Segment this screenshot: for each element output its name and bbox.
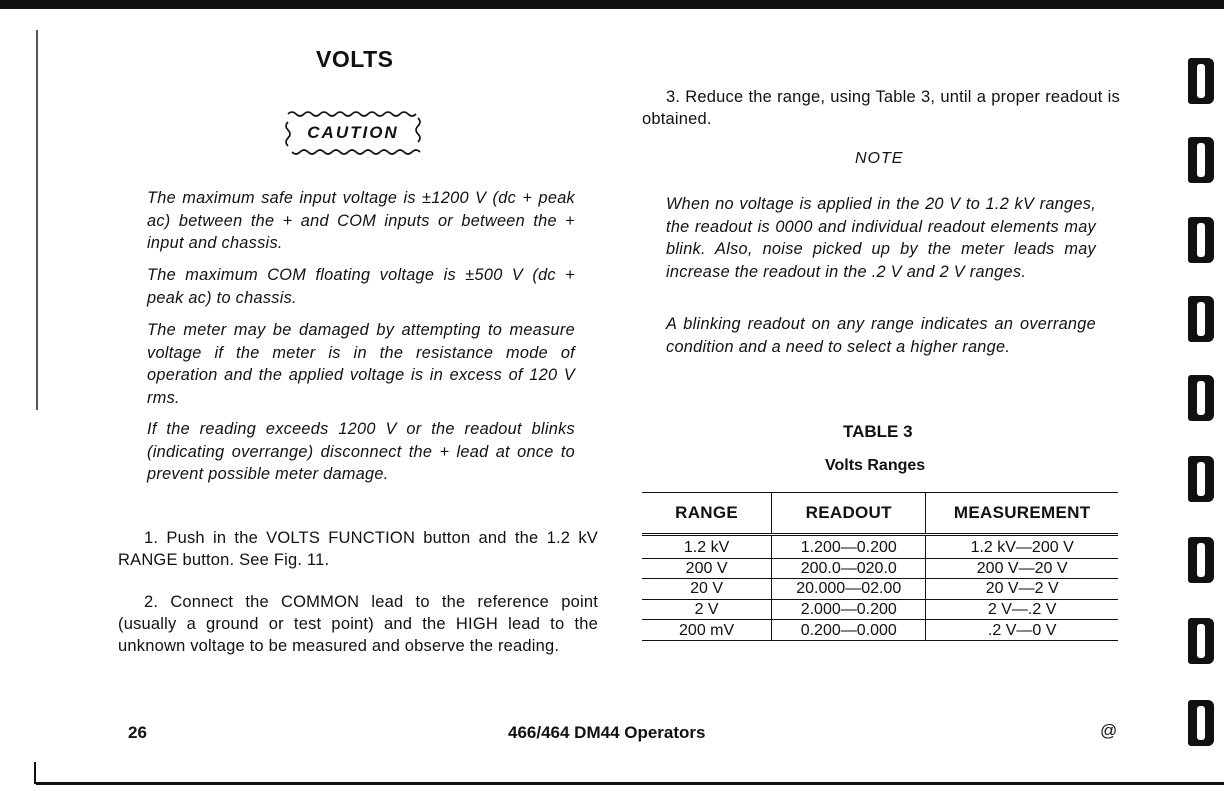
left-page-edge [36, 30, 38, 410]
caution-label: CAUTION [307, 123, 399, 142]
binder-tab [1188, 375, 1214, 421]
cell-measurement: 200 V—20 V [926, 558, 1118, 579]
cell-range: 200 mV [642, 620, 772, 641]
binder-tab [1188, 58, 1214, 104]
binder-tab [1188, 137, 1214, 183]
header-readout: READOUT [772, 493, 926, 535]
caution-box [282, 108, 424, 156]
table-row [642, 599, 1118, 620]
table-subtitle: Volts Ranges [825, 457, 926, 474]
table-title: TABLE 3 [843, 422, 913, 441]
page-number: 26 [128, 723, 147, 742]
bottom-rule [36, 782, 1224, 785]
note-title: NOTE [855, 150, 904, 167]
caution-paragraph: If the reading exceeds 1200 V or the readout blinks (indicating overrange) disconnect the + lead at once to prevent possible meter damage. [147, 420, 575, 483]
step-3: 3. Reduce the range, using Table 3, until a proper readout is obtained. [642, 88, 1120, 128]
step-2: 2. Connect the COMMON lead to the reference point (usually a ground or test point) and the HIGH lead to the unknown voltage to be measured and observe the reading. [118, 593, 598, 655]
cell-readout: 20.000—02.00 [772, 579, 926, 600]
footer-mark: @ [1100, 721, 1118, 740]
cell-measurement: .2 V—0 V [926, 620, 1118, 641]
cell-range: 200 V [642, 558, 772, 579]
binder-tab [1188, 700, 1214, 746]
cell-range: 2 V [642, 599, 772, 620]
caution-paragraph: The meter may be damaged by attempting to measure voltage if the meter is in the resistance mode of operation and the applied voltage is in excess of 120 V rms. [147, 321, 575, 407]
cell-readout: 2.000—0.200 [772, 599, 926, 620]
manual-title: 466/464 DM44 Operators [508, 723, 706, 742]
table-header-row [642, 493, 1118, 535]
note-paragraph: A blinking readout on any range indicates an overrange condition and a need to select a higher range. [666, 315, 1096, 356]
step-1: 1. Push in the VOLTS FUNCTION button and the 1.2 kV RANGE button. See Fig. 11. [118, 529, 598, 569]
binder-tab [1188, 456, 1214, 502]
table-row [642, 620, 1118, 641]
top-rule [0, 0, 1224, 9]
cell-readout: 1.200—0.200 [772, 535, 926, 559]
cell-measurement: 2 V—.2 V [926, 599, 1118, 620]
cell-range: 1.2 kV [642, 535, 772, 559]
caution-paragraph: The maximum safe input voltage is ±1200 V (dc + peak ac) between the + and COM inputs or between the + input and chassis. [147, 189, 575, 252]
binder-tab [1188, 618, 1214, 664]
binder-tab [1188, 296, 1214, 342]
cell-readout: 200.0—020.0 [772, 558, 926, 579]
caution-paragraph: The maximum COM floating voltage is ±500 V (dc + peak ac) to chassis. [147, 266, 575, 307]
bottom-corner-rule [34, 762, 36, 784]
binder-tab [1188, 537, 1214, 583]
cell-readout: 0.200—0.000 [772, 620, 926, 641]
header-measurement: MEASUREMENT [926, 493, 1118, 535]
section-title: VOLTS [316, 46, 394, 72]
binder-tab [1188, 217, 1214, 263]
table-row [642, 535, 1118, 559]
cell-range: 20 V [642, 579, 772, 600]
note-paragraph: When no voltage is applied in the 20 V to 1.2 kV ranges, the readout is 0000 and individual readout elements may blink. Also, noise picked up by the meter leads may increase the readout in the .2 V and 2 V ranges. [666, 195, 1096, 281]
table-row [642, 558, 1118, 579]
table-row [642, 579, 1118, 600]
cell-measurement: 20 V—2 V [926, 579, 1118, 600]
volts-ranges-table [642, 492, 1118, 641]
header-range: RANGE [642, 493, 772, 535]
cell-measurement: 1.2 kV—200 V [926, 535, 1118, 559]
